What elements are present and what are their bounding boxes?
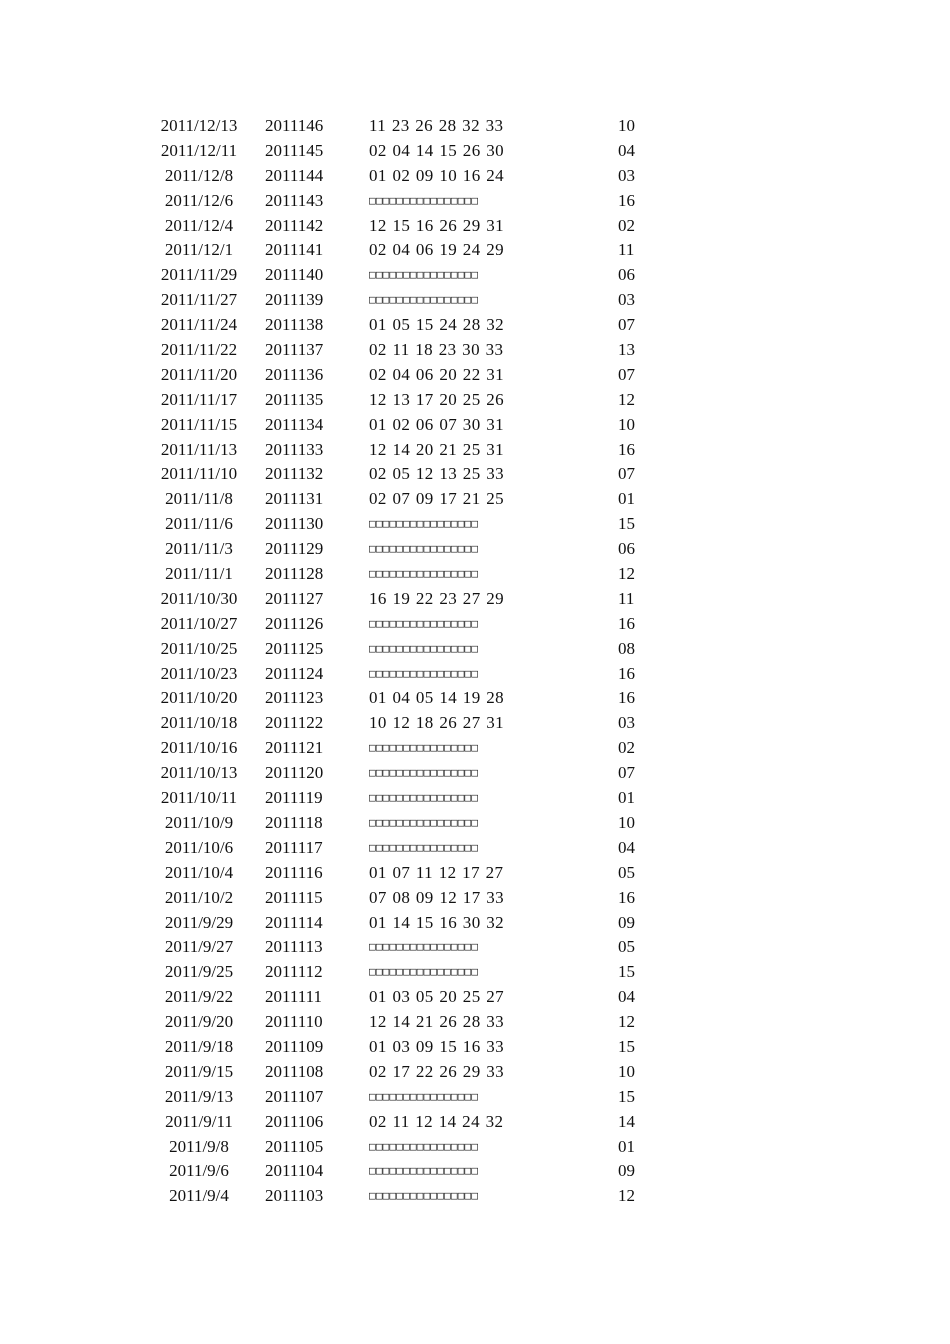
draw-date: 2011/9/11: [165, 1111, 233, 1131]
blue-ball-number: 01: [618, 1136, 635, 1156]
winning-numbers: □□□□□□□□□□□□□□□□: [369, 616, 479, 630]
blue-ball-number: 11: [618, 240, 635, 260]
winning-numbers: 01 02 06 07 30 31: [369, 414, 505, 434]
draw-date: 2011/12/11: [160, 140, 238, 160]
winning-numbers: 02 11 12 14 24 32: [369, 1111, 504, 1131]
table-row: [140, 761, 660, 786]
winning-numbers: □□□□□□□□□□□□□□□□: [369, 193, 479, 207]
blue-ball-number: 15: [618, 1036, 635, 1056]
winning-numbers: 01 07 11 12 17 27: [369, 862, 504, 882]
table-row: [140, 736, 660, 761]
blue-ball-number: 15: [618, 514, 635, 534]
blue-ball-number: 07: [618, 315, 635, 335]
draw-date: 2011/11/13: [160, 439, 238, 459]
issue-number: 2011110: [265, 1012, 323, 1032]
winning-numbers: □□□□□□□□□□□□□□□□: [369, 965, 479, 979]
issue-number: 2011115: [265, 887, 323, 907]
issue-number: 2011103: [265, 1186, 324, 1206]
table-row: [140, 263, 660, 288]
issue-number: 2011144: [265, 165, 324, 185]
issue-number: 2011118: [265, 812, 323, 832]
table-row: [140, 612, 660, 637]
winning-numbers: 12 13 17 20 25 26: [369, 389, 505, 409]
draw-date: 2011/9/8: [169, 1136, 229, 1156]
draw-date: 2011/11/3: [165, 539, 233, 559]
draw-date: 2011/10/13: [160, 763, 238, 783]
draw-date: 2011/9/20: [164, 1012, 234, 1032]
issue-number: 2011127: [265, 588, 324, 608]
issue-number: 2011133: [265, 439, 324, 459]
issue-number: 2011117: [265, 837, 323, 857]
draw-date: 2011/10/27: [160, 613, 238, 633]
issue-number: 2011146: [265, 116, 324, 135]
issue-number: 2011120: [265, 763, 324, 783]
issue-number: 2011125: [265, 638, 324, 658]
table-row: [140, 686, 660, 711]
winning-numbers: 12 14 21 26 28 33: [369, 1012, 505, 1032]
winning-numbers: 02 05 12 13 25 33: [369, 464, 505, 484]
issue-number: 2011132: [265, 464, 324, 484]
winning-numbers: 01 14 15 16 30 32: [369, 912, 505, 932]
table-row: [140, 1085, 660, 1110]
draw-date: 2011/10/6: [164, 837, 234, 857]
blue-ball-number: 07: [618, 763, 635, 783]
winning-numbers: □□□□□□□□□□□□□□□□: [369, 766, 479, 780]
table-row: [140, 438, 660, 463]
table-row: [140, 1010, 660, 1035]
blue-ball-number: 15: [618, 1086, 635, 1106]
table-row: [140, 413, 660, 438]
blue-ball-number: 12: [618, 1186, 635, 1206]
table-row: [140, 388, 660, 413]
winning-numbers: 16 19 22 23 27 29: [369, 588, 505, 608]
table-row: [140, 562, 660, 587]
issue-number: 2011128: [265, 564, 324, 584]
winning-numbers: 01 03 09 15 16 33: [369, 1036, 505, 1056]
winning-numbers: □□□□□□□□□□□□□□□□: [369, 1139, 479, 1153]
draw-date: 2011/10/4: [164, 862, 234, 882]
winning-numbers: 01 02 09 10 16 24: [369, 165, 505, 185]
table-row: [140, 911, 660, 936]
winning-numbers: 07 08 09 12 17 33: [369, 887, 505, 907]
winning-numbers: 02 04 14 15 26 30: [369, 140, 505, 160]
draw-date: 2011/11/15: [160, 414, 238, 434]
winning-numbers: 12 15 16 26 29 31: [369, 215, 505, 235]
draw-date: 2011/9/18: [164, 1036, 234, 1056]
table-row: [140, 811, 660, 836]
issue-number: 2011131: [265, 489, 324, 509]
draw-date: 2011/11/17: [160, 389, 238, 409]
blue-ball-number: 16: [618, 613, 635, 633]
winning-numbers: □□□□□□□□□□□□□□□□: [369, 517, 479, 531]
draw-date: 2011/12/6: [164, 190, 234, 210]
draw-date: 2011/11/24: [160, 315, 238, 335]
table-row: [140, 836, 660, 861]
table-row: [140, 1060, 660, 1085]
draw-date: 2011/10/18: [160, 713, 238, 733]
issue-number: 2011116: [265, 862, 323, 882]
blue-ball-number: 06: [618, 265, 635, 285]
winning-numbers: 02 04 06 19 24 29: [369, 240, 505, 260]
blue-ball-number: 07: [618, 464, 635, 484]
table-row: [140, 238, 660, 263]
winning-numbers: □□□□□□□□□□□□□□□□: [369, 542, 479, 556]
blue-ball-number: 04: [618, 140, 635, 160]
table-row: [140, 288, 660, 313]
blue-ball-number: 16: [618, 887, 635, 907]
blue-ball-number: 12: [618, 389, 635, 409]
table-row: [140, 786, 660, 811]
issue-number: 2011140: [265, 265, 324, 285]
issue-number: 2011145: [265, 140, 324, 160]
table-row: [140, 512, 660, 537]
blue-ball-number: 01: [618, 489, 635, 509]
winning-numbers: □□□□□□□□□□□□□□□□: [369, 567, 479, 581]
winning-numbers: □□□□□□□□□□□□□□□□: [369, 1089, 479, 1103]
table-row: [140, 189, 660, 214]
issue-number: 2011123: [265, 688, 324, 708]
blue-ball-number: 03: [618, 165, 635, 185]
issue-number: 2011143: [265, 190, 324, 210]
draw-date: 2011/11/10: [160, 464, 238, 484]
table-row: [140, 363, 660, 388]
blue-ball-number: 09: [618, 1161, 635, 1181]
draw-date: 2011/10/9: [164, 812, 234, 832]
winning-numbers: 02 17 22 26 29 33: [369, 1061, 505, 1081]
blue-ball-number: 16: [618, 439, 635, 459]
draw-date: 2011/9/6: [169, 1161, 229, 1181]
blue-ball-number: 01: [618, 788, 635, 808]
winning-numbers: 11 23 26 28 32 33: [369, 116, 504, 135]
table-row: [140, 1159, 660, 1184]
blue-ball-number: 10: [618, 1061, 635, 1081]
blue-ball-number: 14: [618, 1111, 635, 1131]
draw-date: 2011/12/4: [164, 215, 234, 235]
table-row: [140, 985, 660, 1010]
blue-ball-number: 16: [618, 190, 635, 210]
lottery-results-table: [140, 114, 660, 1209]
blue-ball-number: 12: [618, 564, 635, 584]
draw-date: 2011/9/27: [164, 937, 234, 957]
draw-date: 2011/10/30: [160, 588, 238, 608]
blue-ball-number: 10: [618, 812, 635, 832]
blue-ball-number: 15: [618, 962, 635, 982]
blue-ball-number: 04: [618, 987, 635, 1007]
winning-numbers: □□□□□□□□□□□□□□□□: [369, 293, 479, 307]
issue-number: 2011113: [265, 937, 323, 957]
blue-ball-number: 16: [618, 688, 635, 708]
blue-ball-number: 03: [618, 713, 635, 733]
issue-number: 2011121: [265, 738, 324, 758]
draw-date: 2011/12/1: [164, 240, 234, 260]
table-row: [140, 886, 660, 911]
winning-numbers: □□□□□□□□□□□□□□□□: [369, 268, 479, 282]
winning-numbers: 01 05 15 24 28 32: [369, 315, 505, 335]
blue-ball-number: 05: [618, 862, 635, 882]
blue-ball-number: 16: [618, 663, 635, 683]
issue-number: 2011122: [265, 713, 324, 733]
winning-numbers: 12 14 20 21 25 31: [369, 439, 505, 459]
table-row: [140, 587, 660, 612]
blue-ball-number: 08: [618, 638, 635, 658]
issue-number: 2011126: [265, 613, 324, 633]
blue-ball-number: 13: [618, 340, 635, 360]
table-row: [140, 487, 660, 512]
table-row: [140, 960, 660, 985]
blue-ball-number: 10: [618, 414, 635, 434]
winning-numbers: □□□□□□□□□□□□□□□□: [369, 791, 479, 805]
table-row: [140, 164, 660, 189]
table-row: [140, 1184, 660, 1209]
issue-number: 2011104: [265, 1161, 324, 1181]
draw-date: 2011/11/6: [165, 514, 233, 534]
blue-ball-number: 05: [618, 937, 635, 957]
issue-number: 2011105: [265, 1136, 324, 1156]
table-row: [140, 537, 660, 562]
issue-number: 2011135: [265, 389, 324, 409]
issue-number: 2011109: [265, 1036, 324, 1056]
table-row: [140, 139, 660, 164]
issue-number: 2011124: [265, 663, 324, 683]
blue-ball-number: 10: [618, 116, 635, 135]
draw-date: 2011/10/25: [160, 638, 238, 658]
draw-date: 2011/11/29: [160, 265, 238, 285]
table-row: [140, 338, 660, 363]
issue-number: 2011108: [265, 1061, 324, 1081]
blue-ball-number: 03: [618, 290, 635, 310]
winning-numbers: □□□□□□□□□□□□□□□□: [369, 840, 479, 854]
table-row: [140, 1035, 660, 1060]
winning-numbers: 02 07 09 17 21 25: [369, 489, 505, 509]
issue-number: 2011114: [265, 912, 323, 932]
winning-numbers: □□□□□□□□□□□□□□□□: [369, 741, 479, 755]
issue-number: 2011106: [265, 1111, 324, 1131]
draw-date: 2011/9/4: [169, 1186, 229, 1206]
draw-date: 2011/9/13: [164, 1086, 234, 1106]
draw-date: 2011/10/23: [160, 663, 238, 683]
winning-numbers: □□□□□□□□□□□□□□□□: [369, 666, 479, 680]
issue-number: 2011142: [265, 215, 324, 235]
draw-date: 2011/12/8: [164, 165, 234, 185]
blue-ball-number: 07: [618, 364, 635, 384]
winning-numbers: 02 11 18 23 30 33: [369, 340, 504, 360]
issue-number: 2011119: [265, 788, 323, 808]
issue-number: 2011111: [265, 987, 322, 1007]
issue-number: 2011134: [265, 414, 324, 434]
table-row: [140, 935, 660, 960]
draw-date: 2011/11/22: [160, 340, 238, 360]
table-row: [140, 313, 660, 338]
table-row: [140, 114, 660, 139]
blue-ball-number: 12: [618, 1012, 635, 1032]
issue-number: 2011139: [265, 290, 324, 310]
blue-ball-number: 04: [618, 837, 635, 857]
draw-date: 2011/10/20: [160, 688, 238, 708]
winning-numbers: □□□□□□□□□□□□□□□□: [369, 1189, 479, 1203]
table-row: [140, 711, 660, 736]
table-row: [140, 662, 660, 687]
table-row: [140, 462, 660, 487]
blue-ball-number: 02: [618, 738, 635, 758]
draw-date: 2011/10/2: [164, 887, 234, 907]
issue-number: 2011112: [265, 962, 323, 982]
draw-date: 2011/11/27: [160, 290, 238, 310]
table-row: [140, 1135, 660, 1160]
issue-number: 2011130: [265, 514, 324, 534]
issue-number: 2011137: [265, 340, 324, 360]
draw-date: 2011/10/11: [160, 788, 238, 808]
draw-date: 2011/9/15: [164, 1061, 234, 1081]
issue-number: 2011107: [265, 1086, 324, 1106]
draw-date: 2011/9/25: [164, 962, 234, 982]
winning-numbers: □□□□□□□□□□□□□□□□: [369, 815, 479, 829]
table-row: [140, 861, 660, 886]
issue-number: 2011136: [265, 364, 324, 384]
winning-numbers: □□□□□□□□□□□□□□□□: [369, 641, 479, 655]
blue-ball-number: 02: [618, 215, 635, 235]
table-row: [140, 637, 660, 662]
issue-number: 2011138: [265, 315, 324, 335]
winning-numbers: 01 04 05 14 19 28: [369, 688, 505, 708]
winning-numbers: □□□□□□□□□□□□□□□□: [369, 1164, 479, 1178]
winning-numbers: 10 12 18 26 27 31: [369, 713, 505, 733]
draw-date: 2011/12/13: [160, 116, 238, 135]
draw-date: 2011/11/20: [160, 364, 238, 384]
blue-ball-number: 06: [618, 539, 635, 559]
blue-ball-number: 11: [618, 588, 635, 608]
issue-number: 2011129: [265, 539, 324, 559]
draw-date: 2011/11/1: [165, 564, 233, 584]
issue-number: 2011141: [265, 240, 324, 260]
draw-date: 2011/9/22: [164, 987, 234, 1007]
draw-date: 2011/9/29: [164, 912, 234, 932]
winning-numbers: 02 04 06 20 22 31: [369, 364, 505, 384]
winning-numbers: □□□□□□□□□□□□□□□□: [369, 940, 479, 954]
draw-date: 2011/10/16: [160, 738, 238, 758]
table-row: [140, 1110, 660, 1135]
draw-date: 2011/11/8: [165, 489, 233, 509]
winning-numbers: 01 03 05 20 25 27: [369, 987, 505, 1007]
blue-ball-number: 09: [618, 912, 635, 932]
table-row: [140, 214, 660, 239]
